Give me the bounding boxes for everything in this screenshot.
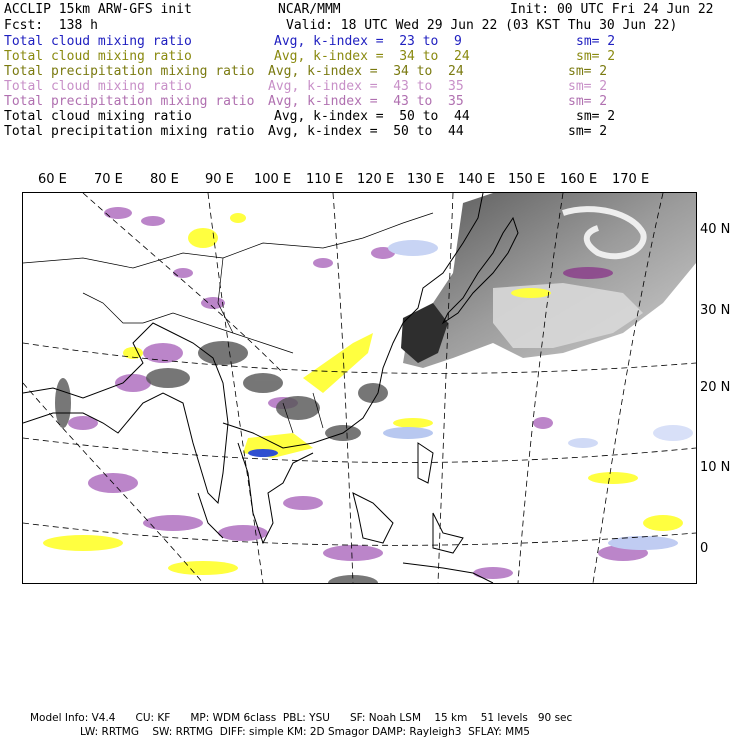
model-info-line2: LW: RRTMG SW: RRTMG DIFF: simple KM: 2D Smagor DAMP: Rayleigh3 SFLAY: MM5 xyxy=(80,726,530,738)
legend-avg-0: Avg, k-index = 23 to 9 xyxy=(274,34,462,49)
map-panel xyxy=(22,192,697,584)
lat-label-0: 40 N xyxy=(700,222,731,237)
lon-label-8: 140 E xyxy=(458,172,496,187)
legend-avg-2: Avg, k-index = 34 to 24 xyxy=(268,64,464,79)
lon-label-2: 80 E xyxy=(150,172,179,187)
legend-field-3: Total cloud mixing ratio xyxy=(4,79,192,94)
legend-field-6: Total precipitation mixing ratio xyxy=(4,124,255,139)
legend-sm-3: sm= 2 xyxy=(568,79,608,94)
lat-label-2: 20 N xyxy=(700,380,731,395)
legend-sm-1: sm= 2 xyxy=(576,49,616,64)
legend-sm-0: sm= 2 xyxy=(576,34,616,49)
lat-label-1: 30 N xyxy=(700,303,731,318)
legend-field-5: Total cloud mixing ratio xyxy=(4,109,192,124)
model-title: ACCLIP 15km ARW-GFS init xyxy=(4,2,192,17)
lon-label-5: 110 E xyxy=(306,172,344,187)
lon-label-3: 90 E xyxy=(205,172,234,187)
legend-sm-5: sm= 2 xyxy=(576,109,616,124)
legend-sm-4: sm= 2 xyxy=(568,94,608,109)
legend-field-2: Total precipitation mixing ratio xyxy=(4,64,255,79)
lon-label-1: 70 E xyxy=(94,172,123,187)
legend-field-4: Total precipitation mixing ratio xyxy=(4,94,255,109)
legend-field-0: Total cloud mixing ratio xyxy=(4,34,192,49)
lon-label-9: 150 E xyxy=(508,172,546,187)
lon-label-10: 160 E xyxy=(560,172,598,187)
lon-label-6: 120 E xyxy=(357,172,395,187)
legend-avg-5: Avg, k-index = 50 to 44 xyxy=(274,109,470,124)
org-label: NCAR/MMM xyxy=(278,2,341,17)
legend-avg-6: Avg, k-index = 50 to 44 xyxy=(268,124,464,139)
legend-avg-4: Avg, k-index = 43 to 35 xyxy=(268,94,464,109)
lon-label-0: 60 E xyxy=(38,172,67,187)
forecast-hour: Fcst: 138 h xyxy=(4,18,98,33)
lon-label-11: 170 E xyxy=(612,172,650,187)
lat-label-3: 10 N xyxy=(700,460,731,475)
legend-field-1: Total cloud mixing ratio xyxy=(4,49,192,64)
map-svg xyxy=(23,193,696,583)
lon-label-7: 130 E xyxy=(407,172,445,187)
model-info-line1: Model Info: V4.4 CU: KF MP: WDM 6class PBL: YSU SF: Noah LSM 15 km 51 levels 90 sec xyxy=(30,712,573,724)
gray-cloud-band xyxy=(401,193,696,368)
legend-avg-1: Avg, k-index = 34 to 24 xyxy=(274,49,470,64)
init-time: Init: 00 UTC Fri 24 Jun 22 xyxy=(510,2,714,17)
lat-label-4: 0 xyxy=(700,541,709,556)
legend-sm-6: sm= 2 xyxy=(568,124,608,139)
lon-label-4: 100 E xyxy=(254,172,292,187)
legend-avg-3: Avg, k-index = 43 to 35 xyxy=(268,79,464,94)
legend-sm-2: sm= 2 xyxy=(568,64,608,79)
valid-time: Valid: 18 UTC Wed 29 Jun 22 (03 KST Thu 30 Jun 22) xyxy=(286,18,678,33)
